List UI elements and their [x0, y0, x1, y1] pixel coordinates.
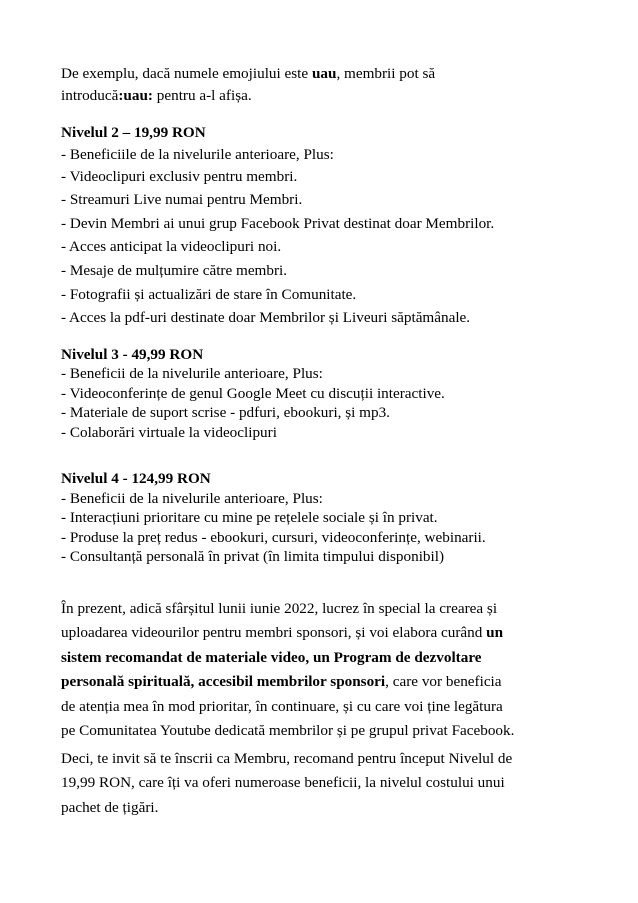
level-2-item: - Devin Membri ai unui grup Facebook Privat destinat doar Membrilor. [61, 214, 495, 232]
intro-text: , membrii pot să [336, 65, 436, 82]
level-2-item: - Streamuri Live numai pentru Membri. [61, 191, 303, 209]
level-3-item: - Colaborări virtuale la videoclipuri [61, 423, 277, 441]
paragraph-line: Deci, te invit să te înscrii ca Membru, recomand pentru început Nivelul de [61, 750, 513, 767]
emoji-code-bold: :uau: [118, 87, 153, 104]
emoji-name-bold: uau [311, 65, 337, 82]
level-2-section [61, 121, 494, 330]
paragraph-bold-line: sistem recomandat de materiale video, un Program de dezvoltare [61, 648, 482, 666]
paragraph-bold-text: personală spirituală, accesibil membrilor sponsori [61, 673, 386, 691]
level-3-section [61, 345, 445, 442]
intro-line-1 [61, 63, 435, 85]
level-3-item: - Videoconferințe de genul Google Meet cu discuții interactive. [61, 384, 445, 402]
level-3-item: - Materiale de suport scrise - pdfuri, ebookuri, și mp3. [61, 404, 390, 422]
paragraph-line: de atenția mea în mod prioritar, în continuare, și cu care voi ține legătura [61, 697, 503, 715]
level-4-item: - Beneficii de la nivelurile anterioare, Plus: [61, 489, 323, 507]
level-4-heading: Nivelul 4 - 124,99 RON [61, 470, 211, 487]
level-2-item: - Mesaje de mulțumire către membri. [61, 261, 288, 279]
current-status-paragraph [61, 597, 514, 743]
paragraph-line [61, 670, 514, 694]
level-4-item: - Interacțiuni prioritare cu mine pe rețelele sociale și în privat. [61, 509, 438, 527]
level-4-item: - Consultanță personală în privat (în limita timpului disponibil) [61, 548, 445, 566]
intro-text: introducă [61, 87, 119, 104]
paragraph-line: pe Comunitatea Youtube dedicată membrilor și pe grupul privat Facebook. [61, 722, 515, 740]
paragraph-bold-text: un [486, 624, 504, 642]
level-4-item: - Produse la preț redus - ebookuri, cursuri, videoconferințe, webinarii. [61, 528, 486, 546]
level-2-item: - Fotografii și actualizări de stare în Comunitate. [61, 285, 357, 303]
intro-text: pentru a-l afișa. [152, 87, 252, 104]
level-2-item: - Videoclipuri exclusiv pentru membri. [61, 167, 298, 185]
invitation-paragraph [61, 747, 512, 820]
paragraph-line: pachet de țigări. [61, 798, 159, 816]
level-2-item: - Acces la pdf-uri destinate doar Membrilor și Liveuri săptămânale. [61, 309, 471, 327]
level-3-item: - Beneficii de la nivelurile anterioare, Plus: [61, 365, 323, 383]
intro-text: De exemplu, dacă numele emojiului este [61, 65, 312, 82]
intro-line-2 [61, 85, 435, 107]
level-4-section [61, 469, 486, 567]
paragraph-text: , care vor beneficia [385, 673, 502, 691]
level-3-heading: Nivelul 3 - 49,99 RON [61, 346, 204, 363]
paragraph-text: uploadarea videourilor pentru membri sponsori, și voi elabora curând [61, 624, 487, 642]
paragraph-line [61, 621, 514, 645]
level-2-item: - Acces anticipat la videoclipuri noi. [61, 238, 282, 256]
level-2-heading: Nivelul 2 – 19,99 RON [61, 124, 206, 141]
intro-paragraph [61, 63, 435, 107]
paragraph-line: 19,99 RON, care îți va oferi numeroase beneficii, la nivelul costului unui [61, 774, 505, 792]
level-2-item: - Beneficiile de la nivelurile anterioare, Plus: [61, 145, 334, 163]
paragraph-line: În prezent, adică sfârșitul lunii iunie 2022, lucrez în special la crearea și [61, 600, 498, 617]
